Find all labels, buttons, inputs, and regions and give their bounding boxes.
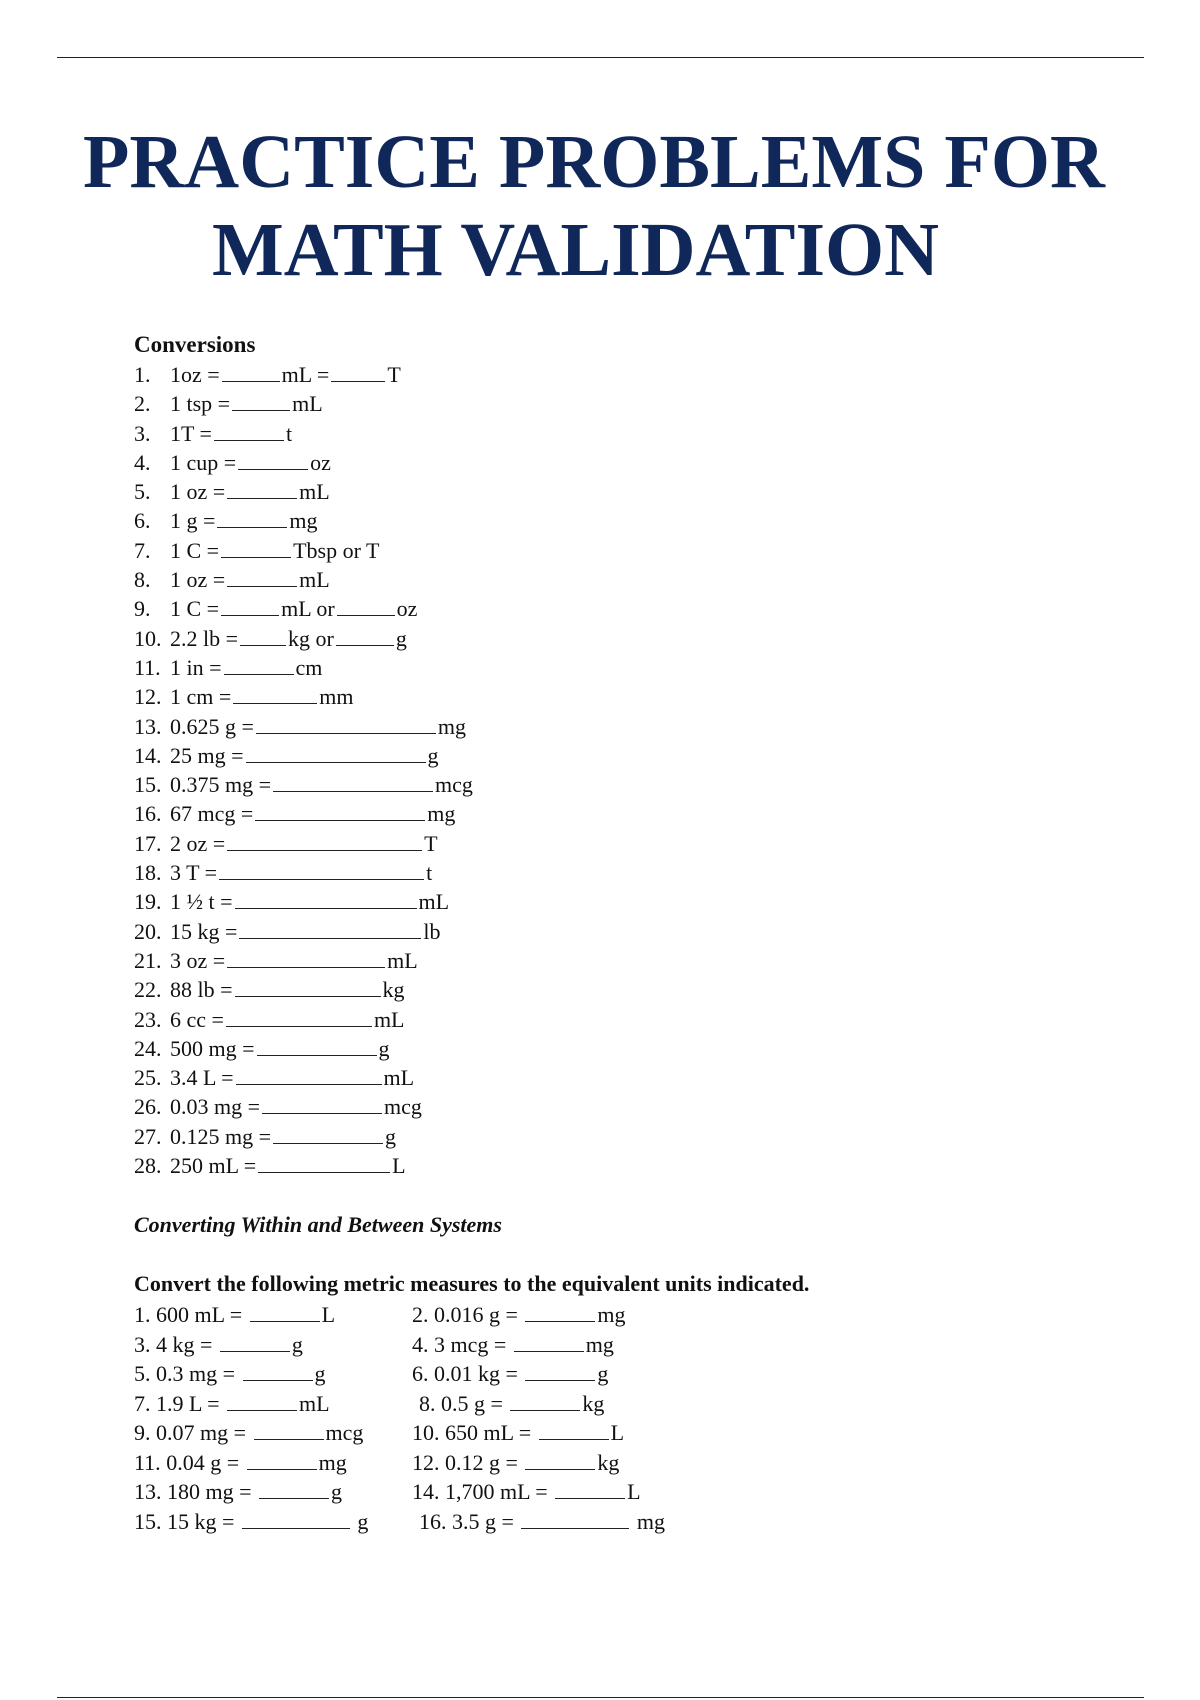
systems-problem-13 [134,1477,342,1506]
item-quantity: 1oz = [170,362,220,387]
systems-problem-14 [412,1477,641,1506]
answer-blank[interactable] [258,1154,390,1173]
item-quantity: 1 C = [170,537,220,563]
item-quantity: 1,700 mL = [445,1479,548,1504]
item-unit: mL or [281,596,335,622]
item-unit: mL [387,947,418,973]
item-quantity: 1 C = [170,596,220,622]
item-number: 27. [134,1123,162,1149]
item-unit: mg [427,801,456,827]
item-quantity: 6 cc = [170,1006,224,1032]
systems-problem-15 [134,1507,368,1536]
item-number: 6. [134,508,151,534]
item-quantity: 15 kg = [170,918,238,944]
bottom-rule [57,1697,1144,1698]
item-number: 7. [134,537,151,563]
systems-row-7 [134,1477,834,1507]
item-unit: L [321,1302,336,1327]
answer-blank[interactable] [227,832,422,851]
item-number: 11. [134,1449,161,1475]
item-quantity: 3.4 L = [170,1065,234,1091]
systems-problem-9 [134,1418,363,1447]
item-unit: g [314,1361,326,1386]
item-number: 13. [134,1479,162,1504]
item-number: 12. [134,684,162,710]
answer-blank[interactable] [235,978,381,997]
conversion-item-1 [134,360,834,389]
systems-grid [134,1300,834,1536]
item-unit: kg [382,977,405,1003]
item-unit: g [385,1123,397,1149]
item-number: 3. [134,420,151,446]
answer-blank[interactable] [243,1362,313,1381]
answer-blank[interactable] [232,392,290,411]
item-quantity: 2 oz = [170,830,226,856]
conversion-item-5 [134,477,834,506]
conversion-item-13 [134,712,834,741]
item-number: 28. [134,1153,162,1179]
systems-problem-5 [134,1359,326,1388]
answer-blank[interactable] [555,1480,625,1499]
item-unit: mL [299,567,330,593]
answer-blank[interactable] [226,1008,372,1027]
conversion-item-4 [134,448,834,477]
item-quantity: 1 g = [170,508,216,534]
item-number: 4. [134,449,151,475]
systems-subheading: Converting Within and Between Systems [134,1212,502,1237]
item-quantity: 1 oz = [170,567,226,593]
item-number: 22. [134,977,162,1003]
item-quantity: 600 mL = [156,1302,243,1327]
item-number: 1. [134,362,151,387]
item-quantity: 500 mg = [170,1035,255,1061]
item-quantity: 3.5 g = [452,1508,514,1534]
answer-blank[interactable] [255,802,425,821]
item-number: 2. [134,391,151,417]
item-unit: T [424,830,438,856]
answer-blank[interactable] [337,597,395,616]
item-quantity: 0.04 g = [166,1449,240,1475]
item-quantity: 4 kg = [156,1331,213,1357]
item-number: 3. [134,1331,151,1357]
item-number: 15. [134,772,162,798]
answer-blank[interactable] [247,1451,317,1470]
item-unit: mL [383,1065,415,1091]
answer-blank[interactable] [222,363,280,382]
item-unit: L [627,1479,641,1504]
conversion-item-26 [134,1092,834,1121]
conversion-item-17 [134,829,834,858]
conversion-item-2 [134,389,834,418]
item-unit: g [378,1035,390,1061]
conversion-item-14 [134,741,834,770]
item-number: 13. [134,713,162,739]
answer-blank[interactable] [217,509,287,528]
item-number: 8. [134,567,151,593]
item-quantity: 1 cup = [170,449,237,475]
conversion-item-28 [134,1151,834,1180]
answer-blank[interactable] [250,1303,320,1322]
conversion-item-3 [134,419,834,448]
item-unit: g [357,1508,369,1534]
answer-blank[interactable] [224,656,294,675]
answer-blank[interactable] [521,1510,629,1529]
item-number: 8. [419,1390,436,1416]
item-unit: g [331,1479,343,1504]
item-number: 2. [412,1302,429,1327]
conversion-item-20 [134,917,834,946]
answer-blank[interactable] [236,1066,382,1085]
answer-blank[interactable] [239,920,421,939]
item-unit: mg [289,508,318,534]
systems-problem-2 [412,1300,626,1329]
item-unit: mg [318,1449,347,1475]
item-quantity: 0.375 mg = [170,772,272,798]
item-unit: kg or [288,625,334,651]
item-unit: mL [299,479,330,505]
item-unit: g [597,1361,609,1386]
item-unit: mcg [325,1420,364,1445]
answer-blank[interactable] [525,1451,595,1470]
item-number: 20. [134,918,162,944]
conversion-item-16 [134,799,834,828]
item-number: 14. [134,742,162,768]
item-number: 1. [134,1302,151,1327]
item-unit: mg [585,1331,614,1357]
item-quantity: 0.07 mg = [156,1420,247,1445]
item-quantity: 1 cm = [170,684,232,710]
answer-blank[interactable] [510,1392,580,1411]
item-unit: lb [423,918,441,944]
systems-problem-12 [412,1448,619,1477]
item-unit: mL [292,391,323,417]
item-quantity: 650 mL = [445,1420,532,1445]
item-quantity: 0.625 g = [170,713,254,739]
systems-problem-4 [412,1330,614,1359]
item-quantity: 0.3 mg = [156,1361,236,1386]
item-number: 24. [134,1035,162,1061]
answer-blank[interactable] [227,480,297,499]
answer-blank[interactable] [227,568,297,587]
item-quantity: 0.12 g = [445,1449,518,1475]
item-quantity: 0.01 kg = [434,1361,518,1386]
item-number: 11. [134,654,161,680]
item-number: 4. [412,1331,429,1357]
answer-blank[interactable] [256,715,436,734]
item-quantity: 1 ½ t = [170,889,233,915]
answer-blank[interactable] [238,451,308,470]
item-quantity: 1 oz = [170,479,226,505]
conversion-item-24 [134,1034,834,1063]
systems-problem-7 [134,1389,330,1418]
conversion-item-8 [134,565,834,594]
item-number: 12. [412,1449,440,1475]
item-unit: g [395,625,407,651]
item-unit: kg [597,1449,620,1475]
item-unit: cm [295,654,323,680]
item-number: 26. [134,1094,162,1120]
item-unit: mL [299,1390,330,1416]
conversion-item-22 [134,975,834,1004]
item-number: 23. [134,1006,162,1032]
answer-blank[interactable] [240,627,286,646]
answer-blank[interactable] [331,363,385,382]
item-unit: oz [310,449,331,475]
item-number: 18. [134,860,162,886]
item-number: 14. [412,1479,440,1504]
item-unit: mg [437,713,467,739]
answer-blank[interactable] [242,1510,350,1529]
answer-blank[interactable] [525,1303,595,1322]
item-number: 9. [134,596,151,622]
conversion-item-27 [134,1122,834,1151]
systems-row-2 [134,1330,834,1360]
answer-blank[interactable] [246,744,426,763]
conversion-item-11 [134,653,834,682]
answer-blank[interactable] [235,890,417,909]
item-quantity: 1 in = [170,654,222,680]
systems-problem-10 [412,1418,624,1447]
item-unit: kg [582,1390,605,1416]
systems-row-3 [134,1359,834,1389]
item-quantity: 250 mL = [170,1153,257,1179]
item-unit: mcg [384,1094,422,1120]
systems-problem-3 [134,1330,303,1359]
answer-blank[interactable] [221,539,291,558]
item-quantity: 1 tsp = [170,391,231,417]
item-number: 5. [134,1361,151,1386]
conversion-item-15 [134,770,834,799]
item-unit: L [610,1420,625,1445]
item-number: 16. [134,801,162,827]
conversions-heading: Conversions [134,332,256,357]
item-quantity: 180 mg = [167,1479,252,1504]
item-number: 6. [412,1361,429,1386]
item-quantity: 1.9 L = [156,1390,220,1416]
item-quantity: 88 lb = [170,977,233,1003]
answer-blank[interactable] [257,1037,377,1056]
item-unit: g [291,1331,303,1357]
systems-row-6 [134,1448,834,1478]
systems-row-1 [134,1300,834,1330]
item-unit: mg [636,1508,666,1534]
item-number: 17. [134,830,162,856]
item-unit: oz [396,596,418,622]
item-quantity: 67 mcg = [170,801,254,827]
answer-blank[interactable] [273,1125,383,1144]
item-number: 5. [134,479,151,505]
item-unit: mL [418,889,450,915]
answer-blank[interactable] [525,1362,595,1381]
answer-blank[interactable] [254,1421,324,1440]
item-quantity: 15 kg = [167,1508,235,1534]
item-unit: Tbsp or T [293,537,380,563]
item-quantity: 3 oz = [170,947,226,973]
systems-problem-1 [134,1300,335,1329]
item-unit: L [392,1153,406,1179]
answer-blank[interactable] [336,627,394,646]
item-quantity: 2.2 lb = [170,625,239,651]
answer-blank[interactable] [227,949,385,968]
item-unit: t [285,420,293,446]
item-quantity: 0.03 mg = [170,1094,261,1120]
systems-instruction: Convert the following metric measures to the equivalent units indicated. [134,1271,810,1296]
item-quantity: 0.016 g = [434,1302,518,1327]
item-unit: mg [597,1302,626,1327]
item-unit: t [426,860,433,886]
item-number: 25. [134,1065,162,1091]
systems-row-4 [134,1389,834,1419]
systems-problem-8 [419,1389,604,1418]
item-number: 9. [134,1420,151,1445]
conversion-item-9 [134,594,834,623]
item-unit: mL [373,1006,405,1032]
conversion-item-7 [134,536,834,565]
item-number: 15. [134,1508,162,1534]
answer-blank[interactable] [220,1333,290,1352]
item-quantity: 3 T = [170,860,218,886]
item-unit: g [427,742,439,768]
item-number: 19. [134,889,162,915]
item-number: 10. [134,625,162,651]
item-number: 16. [419,1508,447,1534]
answer-blank[interactable] [233,685,317,704]
systems-problem-6 [412,1359,608,1388]
top-rule [57,57,1144,58]
page-title-line-2: MATH VALIDATION [212,208,940,292]
item-unit: T [387,362,401,387]
item-quantity: 0.125 mg = [170,1123,272,1149]
systems-problem-16 [419,1507,665,1536]
answer-blank[interactable] [259,1480,329,1499]
answer-blank[interactable] [221,597,279,616]
conversions-list [134,360,834,1180]
item-quantity: 25 mg = [170,742,244,768]
item-quantity: 3 mcg = [434,1331,507,1357]
item-number: 7. [134,1390,151,1416]
item-unit: mcg [435,772,473,798]
item-unit: mL = [281,362,330,387]
answer-blank[interactable] [219,861,424,880]
item-quantity: 0.5 g = [441,1390,503,1416]
answer-blank[interactable] [227,1392,297,1411]
systems-row-5 [134,1418,834,1448]
conversion-item-23 [134,1005,834,1034]
item-number: 10. [412,1420,440,1445]
answer-blank[interactable] [214,422,284,441]
answer-blank[interactable] [539,1421,609,1440]
systems-problem-11 [134,1448,347,1477]
conversion-item-18 [134,858,834,887]
conversion-item-19 [134,887,834,916]
answer-blank[interactable] [262,1095,382,1114]
conversion-item-6 [134,506,834,535]
conversion-item-21 [134,946,834,975]
answer-blank[interactable] [273,773,433,792]
conversion-item-12 [134,682,834,711]
item-unit: mm [319,684,354,710]
answer-blank[interactable] [514,1333,584,1352]
item-quantity: 1T = [170,420,212,446]
page-title-line-1: PRACTICE PROBLEMS FOR [83,120,1105,204]
systems-row-8 [134,1507,834,1537]
conversion-item-25 [134,1063,834,1092]
conversion-item-10 [134,624,834,653]
item-number: 21. [134,947,162,973]
